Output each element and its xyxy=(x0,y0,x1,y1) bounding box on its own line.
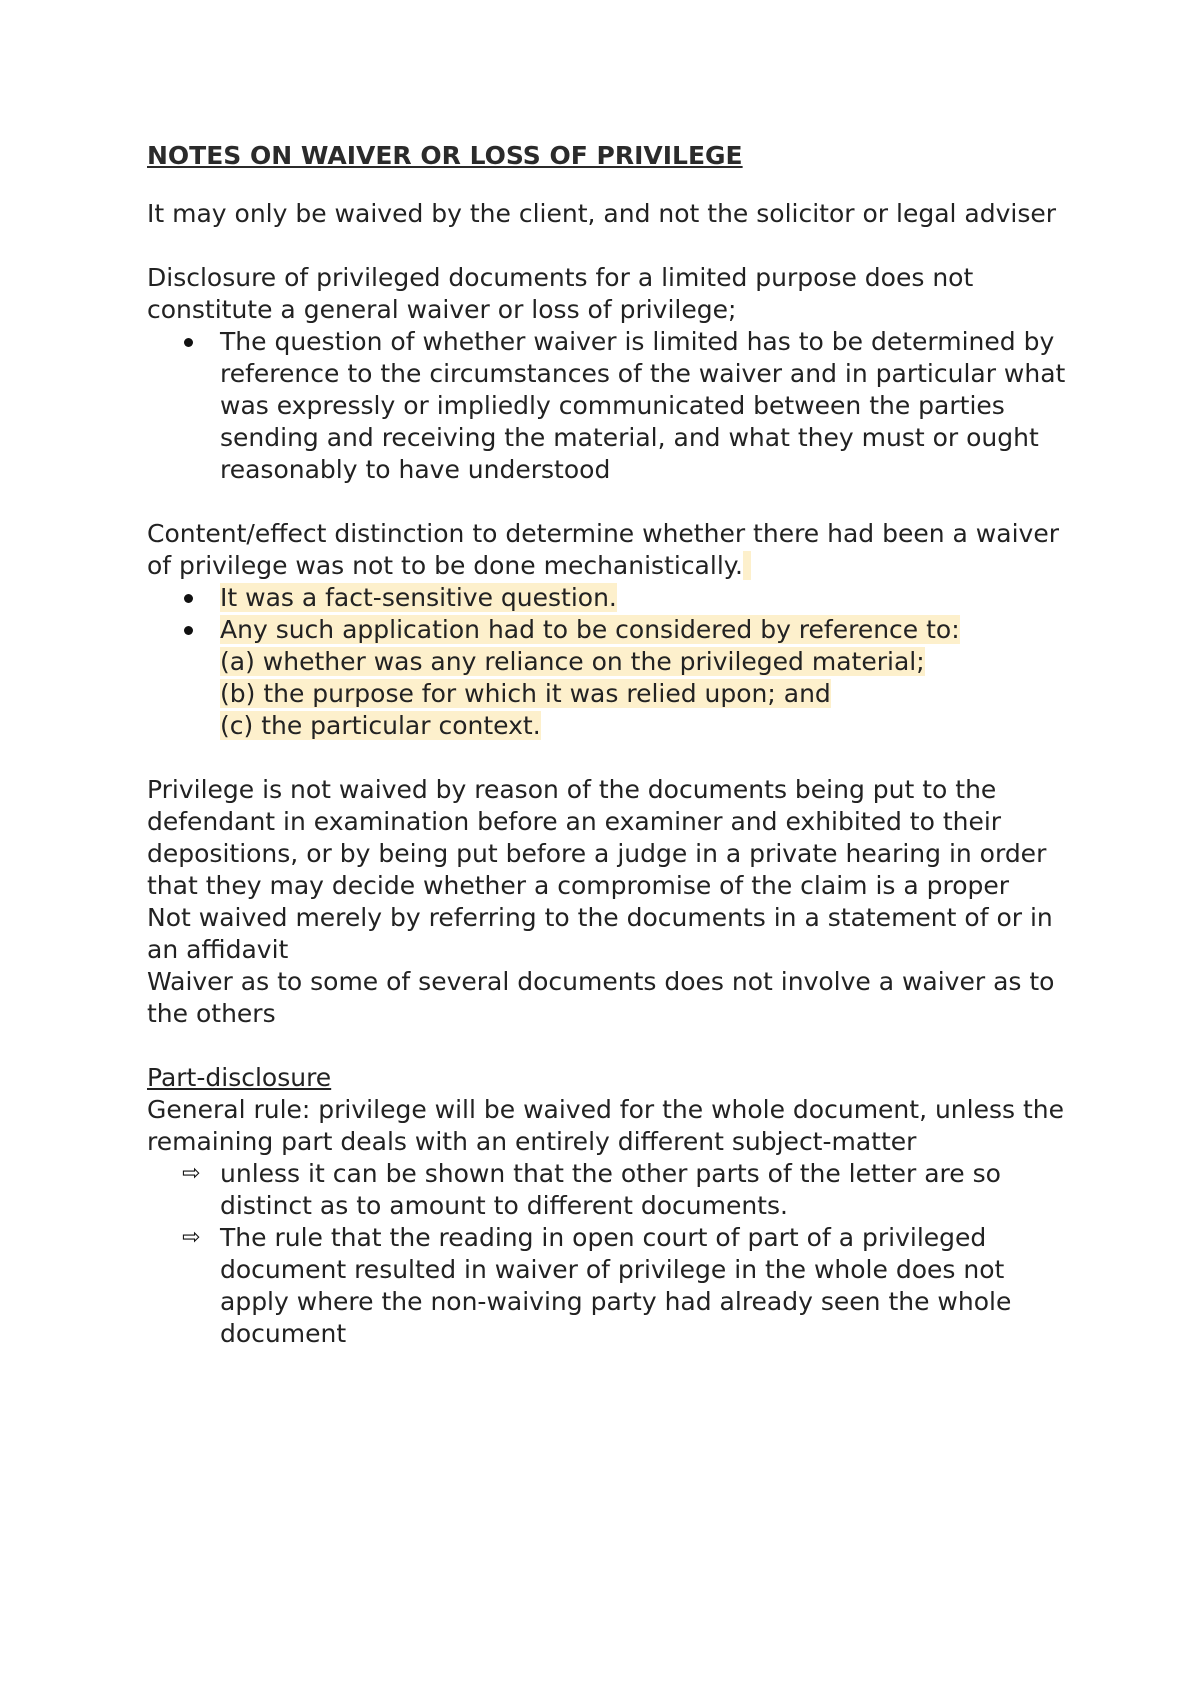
list-item-text: The rule that the reading in open court of part of a privileged document resulted in waiver of privilege in the whole does not apply where the non-waiving party had already seen the whole document xyxy=(220,1223,1012,1348)
list-item-intro: Any such application had to be considered by reference to: xyxy=(220,615,960,644)
list-item-text: The question of whether waiver is limited has to be determined by reference to the circumstances of the waiver and in particular what was expressly or impliedly communicated between the parties sending and receiving the material, and what they must or ought reasonably to have understood xyxy=(220,327,1066,484)
document-page xyxy=(147,140,1077,1350)
spacer xyxy=(147,486,1077,518)
paragraph-content-effect-text: Content/effect distinction to determine whether there had been a waiver of privilege was not to be done mechanistically. xyxy=(147,519,1059,580)
list-item xyxy=(147,326,1077,486)
paragraph-examination: Privilege is not waived by reason of the documents being put to the defendant in examination before an examiner and exhibited to their depositions, or by being put before a judge in a private hearing in order that they may decide whether a compromise of the claim is a proper xyxy=(147,775,1047,900)
paragraph-several-documents: Waiver as to some of several documents does not involve a waiver as to the others xyxy=(147,967,1055,1028)
bullet-icon xyxy=(184,626,193,635)
spacer xyxy=(147,1030,1077,1062)
section-heading-part-disclosure: Part-disclosure xyxy=(147,1063,332,1092)
paragraph-general-rule: General rule: privilege will be waived for the whole document, unless the remaining part deals with an entirely different subject-matter xyxy=(147,1095,1065,1156)
paragraph-content-effect xyxy=(147,518,1077,582)
list-item-text: unless it can be shown that the other parts of the letter are so distinct as to amount to different documents. xyxy=(220,1159,1001,1220)
document-title: NOTES ON WAIVER OR LOSS OF PRIVILEGE xyxy=(147,141,743,170)
arrow-right-icon: ⇨ xyxy=(182,1225,201,1250)
arrow-list-exceptions xyxy=(147,1158,1077,1350)
list-item xyxy=(147,1222,1077,1350)
bullet-list-limited-waiver xyxy=(147,326,1077,486)
list-item-sub-b: (b) the purpose for which it was relied upon; and xyxy=(220,679,831,708)
list-item-sub-c: (c) the particular context. xyxy=(220,711,541,740)
list-item xyxy=(147,614,1077,742)
list-item-sub-a: (a) whether was any reliance on the privileged material; xyxy=(220,647,925,676)
spacer xyxy=(147,230,1077,262)
list-item-text: It was a fact-sensitive question. xyxy=(220,583,617,612)
spacer xyxy=(147,742,1077,774)
highlight-mark xyxy=(743,551,751,580)
paragraph-client-waiver: It may only be waived by the client, and not the solicitor or legal adviser xyxy=(147,199,1057,228)
bullet-icon xyxy=(184,594,193,603)
bullet-list-fact-sensitive xyxy=(147,582,1077,742)
list-item xyxy=(147,582,1077,614)
bullet-icon xyxy=(184,338,193,347)
arrow-right-icon: ⇨ xyxy=(182,1161,201,1186)
paragraph-affidavit: Not waived merely by referring to the documents in a statement of or in an affidavit xyxy=(147,903,1053,964)
paragraph-limited-disclosure: Disclosure of privileged documents for a limited purpose does not constitute a general waiver or loss of privilege; xyxy=(147,263,974,324)
list-item xyxy=(147,1158,1077,1222)
